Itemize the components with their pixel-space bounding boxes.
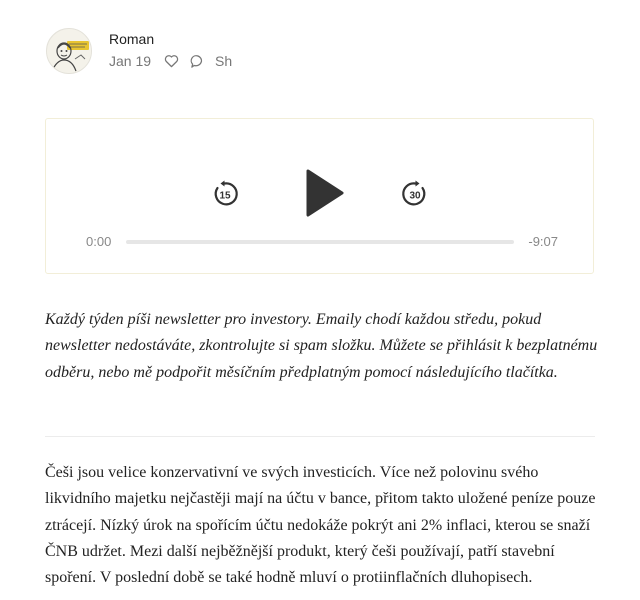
share-button[interactable]: Sh <box>215 53 233 69</box>
comment-icon[interactable] <box>189 53 205 69</box>
body-text <box>45 460 600 591</box>
divider <box>45 436 595 437</box>
remaining-time: -9:07 <box>528 234 558 249</box>
skip-forward-seconds: 30 <box>409 190 421 202</box>
heart-icon[interactable] <box>163 53 179 69</box>
author-avatar[interactable] <box>46 28 92 74</box>
post-byline <box>46 28 606 74</box>
intro-paragraph: Každý týden píši newsletter pro investory. Emaily chodí každou středu, pokud newsletter nedostáváte, zkontrolujte si spam složku. Můžete se přihlásit k bezplatnému odběru, nebo mě podpořit měsíčním předplatným pomocí následujícího tlačítka. <box>45 311 598 381</box>
play-icon <box>299 167 347 219</box>
audio-player <box>45 118 594 274</box>
rewind-15-icon <box>210 179 240 209</box>
progress-bar[interactable] <box>126 240 514 244</box>
skip-forward-button[interactable] <box>400 179 430 209</box>
play-button[interactable] <box>299 167 347 219</box>
post-date: Jan 19 <box>109 53 152 69</box>
current-time: 0:00 <box>86 234 112 249</box>
author-name[interactable]: Roman <box>109 31 155 47</box>
body-paragraph: Češi jsou velice konzervativní ve svých investicích. Více než polovinu svého likvidního majetku nejčastěji mají na účtu v bance, přitom takto uložené peníze pouze ztrácejí. Nízký úrok na spořícím účtu nedokáže pokrýt ani 2% inflaci, kterou se snaží ČNB udržet. Mezi další nejběžnější produkt, který češi používají, patří stavební spoření. V poslední době se také hodně mluví o protiinflačních dluhopisech. <box>45 464 596 587</box>
skip-back-seconds: 15 <box>219 190 231 202</box>
forward-30-icon <box>400 179 430 209</box>
skip-back-button[interactable] <box>210 179 240 209</box>
post-meta <box>109 52 232 70</box>
